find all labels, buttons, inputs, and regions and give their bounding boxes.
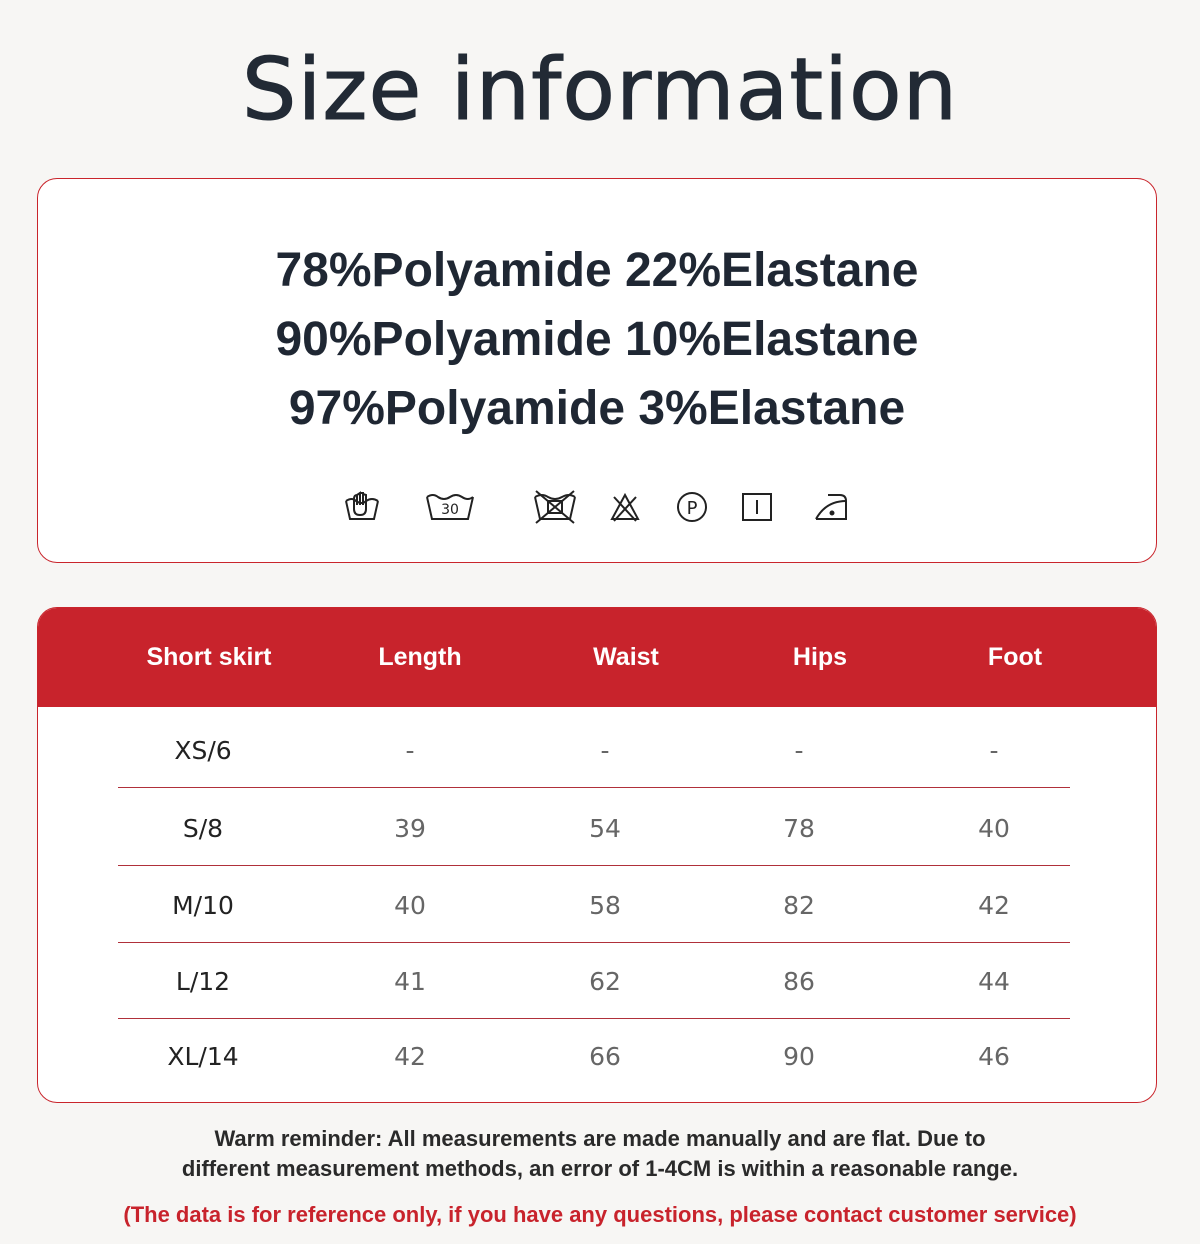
header-hips: Hips [792, 643, 848, 671]
table-row [118, 867, 1070, 943]
header-waist: Waist [593, 643, 659, 671]
material-card [37, 178, 1157, 563]
wash-temp-label: 30 [441, 502, 459, 518]
page-title: Size information [241, 40, 959, 140]
no-bleach-icon [608, 487, 642, 527]
header-short-skirt: Short skirt [146, 643, 272, 671]
reference-note: (The data is for reference only, if you have any questions, please contact customer service) [123, 1202, 1077, 1227]
cell-foot: - [989, 735, 999, 765]
cell-size: XL/14 [167, 1041, 239, 1071]
table-row [118, 943, 1070, 1019]
cell-length: 40 [394, 890, 426, 920]
cell-foot: 42 [978, 890, 1010, 920]
material-line-3: 97%Polyamide 3%Elastane [288, 382, 906, 435]
cell-hips: 82 [783, 890, 815, 920]
line-dry-icon [740, 487, 774, 527]
cell-hips: 86 [783, 966, 815, 996]
table-row [118, 1018, 1070, 1094]
table-row [118, 790, 1070, 866]
cell-waist: 58 [589, 890, 621, 920]
care-icons [38, 487, 1156, 527]
header-foot: Foot [987, 643, 1043, 671]
cell-waist: 66 [589, 1041, 621, 1071]
material-line-2: 90%Polyamide 10%Elastane [275, 313, 919, 366]
header-length: Length [378, 643, 462, 671]
cell-foot: 46 [978, 1041, 1010, 1071]
cell-length: 41 [394, 966, 426, 996]
cell-foot: 44 [978, 966, 1010, 996]
cell-hips: - [794, 735, 804, 765]
warm-reminder [0, 1124, 1200, 1184]
cell-size: M/10 [172, 890, 234, 920]
size-table-header [38, 608, 1156, 707]
cell-length: - [405, 735, 415, 765]
cell-foot: 40 [978, 813, 1010, 843]
iron-low-icon [812, 487, 850, 527]
reminder-line-2: different measurement methods, an error of 1-4CM is within a reasonable range. [181, 1156, 1019, 1181]
cell-size: XS/6 [174, 735, 232, 765]
dry-clean-letter: P [686, 498, 698, 519]
cell-size: L/12 [175, 966, 231, 996]
material-line-1: 78%Polyamide 22%Elastane [275, 244, 919, 297]
dry-clean-p-icon [674, 487, 710, 527]
cell-waist: 54 [589, 813, 621, 843]
size-table [37, 607, 1157, 1103]
cell-length: 39 [394, 813, 426, 843]
cell-size: S/8 [182, 813, 224, 843]
row-divider [118, 865, 1070, 867]
row-divider [118, 787, 1070, 789]
cell-hips: 78 [783, 813, 815, 843]
cell-waist: - [600, 735, 610, 765]
reminder-line-1: Warm reminder: All measurements are made manually and are flat. Due to [214, 1126, 986, 1151]
table-row [118, 712, 1070, 788]
hand-wash-icon [342, 487, 382, 527]
cell-length: 42 [394, 1041, 426, 1071]
cell-waist: 62 [589, 966, 621, 996]
wash-30-icon [424, 487, 476, 527]
cell-hips: 90 [783, 1041, 815, 1071]
no-tumble-dry-icon [532, 487, 578, 527]
